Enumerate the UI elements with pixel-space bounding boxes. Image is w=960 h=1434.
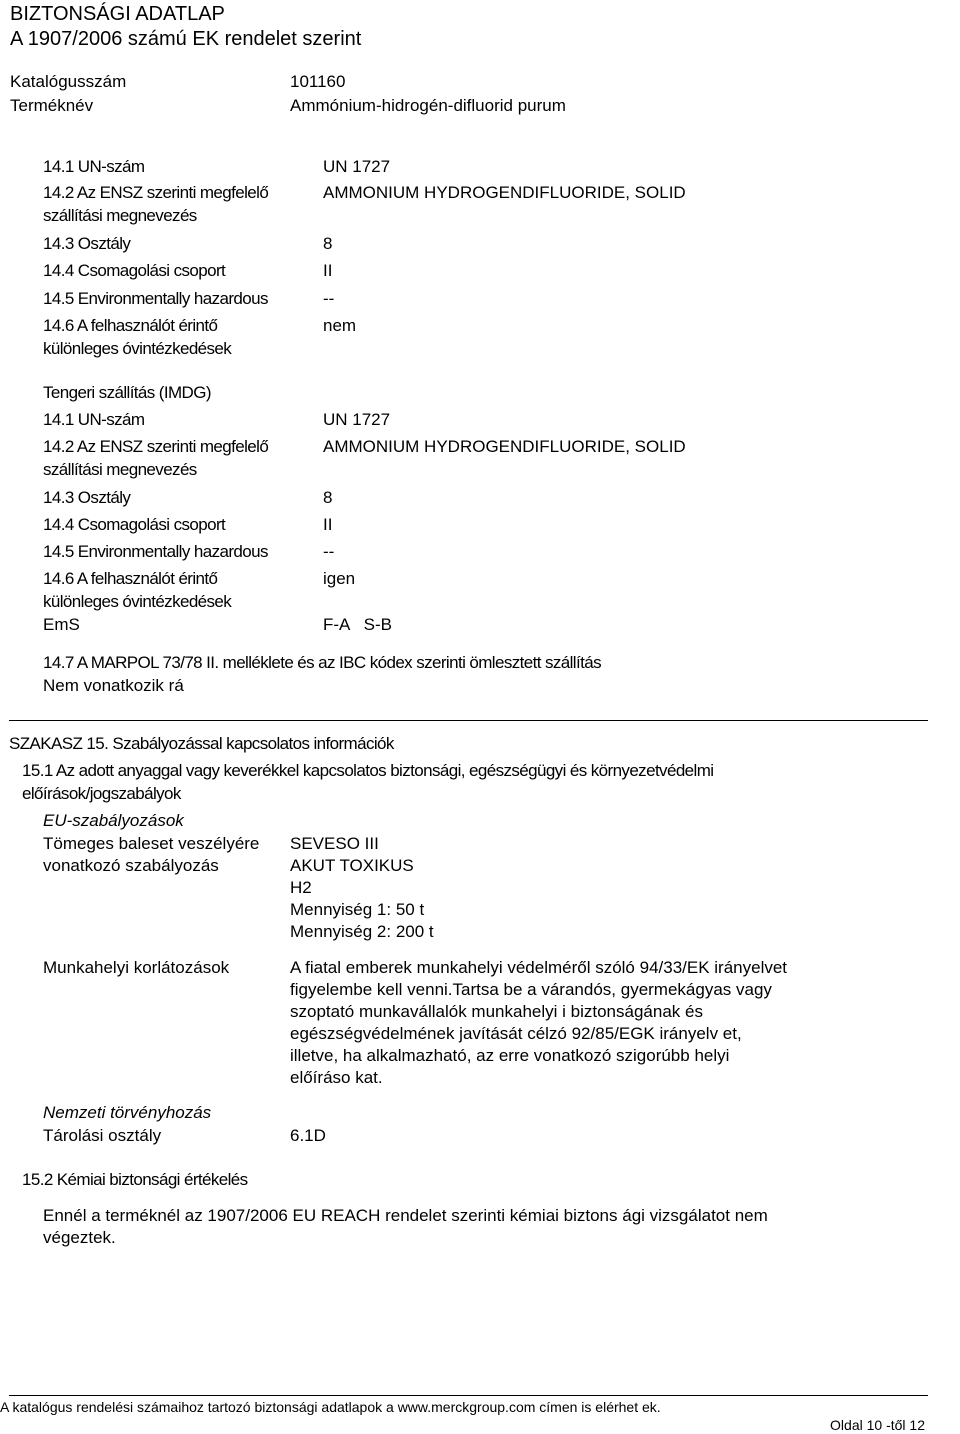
imdg-env-hazard-value: -- xyxy=(323,542,335,561)
storage-class-value: 6.1D xyxy=(290,1126,326,1145)
work-restrictions-label: Munkahelyi korlátozások xyxy=(43,958,230,977)
seveso-value-4: Mennyiség 1: 50 t xyxy=(290,900,425,919)
class-value: 8 xyxy=(323,234,333,253)
storage-class-label: Tárolási osztály xyxy=(43,1126,162,1145)
seveso-label-cont: vonatkozó szabályozás xyxy=(43,856,219,875)
product-label: Terméknév xyxy=(10,96,94,115)
seveso-label: Tömeges baleset veszélyére xyxy=(43,834,260,853)
imdg-un-number-value: UN 1727 xyxy=(323,410,391,429)
env-hazard-value: -- xyxy=(323,289,335,308)
env-hazard-label: 14.5 Environmentally hazardous xyxy=(43,289,268,308)
seveso-value-3: H2 xyxy=(290,878,312,897)
imdg-env-hazard-label: 14.5 Environmentally hazardous xyxy=(43,542,268,561)
work-restrictions-line: előíráso kat. xyxy=(290,1068,383,1087)
imdg-un-number-label: 14.1 UN-szám xyxy=(43,410,145,429)
footer-note: A katalógus rendelési számaihoz tartozó biztonsági adatlapok a www.merckgroup.com címen is elérhet ek. xyxy=(0,1399,661,1415)
packing-group-label: 14.4 Csomagolási csoport xyxy=(43,261,226,280)
precaution-label: 14.6 A felhasználót érintő xyxy=(43,316,218,335)
catalog-value: 101160 xyxy=(290,72,346,91)
shipping-name-label-cont: szállítási megnevezés xyxy=(43,206,197,225)
packing-group-value: II xyxy=(323,261,333,280)
precaution-value: nem xyxy=(323,316,357,335)
seveso-value-2: AKUT TOXIKUS xyxy=(290,856,414,875)
seveso-value-5: Mennyiség 2: 200 t xyxy=(290,922,434,941)
imdg-packing-group-label: 14.4 Csomagolási csoport xyxy=(43,515,226,534)
imdg-heading: Tengeri szállítás (IMDG) xyxy=(43,383,211,402)
class-label: 14.3 Osztály xyxy=(43,234,131,253)
page-number: Oldal 10 -től 12 xyxy=(830,1417,925,1433)
ems-label: EmS xyxy=(43,615,80,634)
document-subtitle: A 1907/2006 számú EK rendelet szerint xyxy=(10,28,362,50)
imdg-precaution-label-cont: különleges óvintézkedések xyxy=(43,592,232,611)
work-restrictions-line: illetve, ha alkalmazható, az erre vonatkozó szigorúbb helyi xyxy=(290,1046,730,1065)
imdg-packing-group-value: II xyxy=(323,515,333,534)
work-restrictions-line: figyelembe kell venni.Tartsa be a várandós, gyermekágyas vagy xyxy=(290,980,772,999)
document-title: BIZTONSÁGI ADATLAP xyxy=(10,3,225,25)
imdg-shipping-name-value: AMMONIUM HYDROGENDIFLUORIDE, SOLID xyxy=(323,437,686,456)
national-legislation-heading: Nemzeti törvényhozás xyxy=(43,1103,212,1122)
shipping-name-value: AMMONIUM HYDROGENDIFLUORIDE, SOLID xyxy=(323,183,686,202)
ems-value: F-A S-B xyxy=(323,615,392,634)
chemical-safety-text-cont: végeztek. xyxy=(43,1228,116,1247)
imdg-shipping-name-label: 14.2 Az ENSZ szerinti megfelelő xyxy=(43,437,269,456)
shipping-name-label: 14.2 Az ENSZ szerinti megfelelő xyxy=(43,183,269,202)
work-restrictions-line: egészségvédelmének javítását célzó 92/85/EGK irányelv et, xyxy=(290,1024,742,1043)
marpol-heading: 14.7 A MARPOL 73/78 II. melléklete és az IBC kódex szerinti ömlesztett szállítás xyxy=(43,653,601,672)
section-divider xyxy=(9,720,928,721)
un-number-value: UN 1727 xyxy=(323,157,391,176)
precaution-label-cont: különleges óvintézkedések xyxy=(43,339,232,358)
eu-regulations-heading: EU-szabályozások xyxy=(43,811,184,830)
imdg-precaution-label: 14.6 A felhasználót érintő xyxy=(43,569,218,588)
section15-2-heading: 15.2 Kémiai biztonsági értékelés xyxy=(22,1170,248,1189)
imdg-class-label: 14.3 Osztály xyxy=(43,488,131,507)
catalog-label: Katalógusszám xyxy=(10,72,127,91)
seveso-value-1: SEVESO III xyxy=(290,834,379,853)
section15-1-heading-cont: előírások/jogszabályok xyxy=(22,784,181,803)
product-value: Ammónium-hidrogén-difluorid purum xyxy=(290,96,566,115)
imdg-precaution-value: igen xyxy=(323,569,356,588)
section15-1-heading: 15.1 Az adott anyaggal vagy keverékkel kapcsolatos biztonsági, egészségügyi és környezetvédelmi xyxy=(22,761,714,780)
footer-divider xyxy=(9,1395,928,1396)
imdg-shipping-name-label-cont: szállítási megnevezés xyxy=(43,460,197,479)
marpol-value: Nem vonatkozik rá xyxy=(43,676,184,695)
chemical-safety-text: Ennél a terméknél az 1907/2006 EU REACH rendelet szerinti kémiai biztons ági vizsgálatot nem xyxy=(43,1206,768,1225)
work-restrictions-line: szoptató munkavállalók munkahelyi i biztonságának és xyxy=(290,1002,703,1021)
un-number-label: 14.1 UN-szám xyxy=(43,157,145,176)
imdg-class-value: 8 xyxy=(323,488,333,507)
work-restrictions-line: A fiatal emberek munkahelyi védelméről szóló 94/33/EK irányelvet xyxy=(290,958,788,977)
section15-heading: SZAKASZ 15. Szabályozással kapcsolatos információk xyxy=(9,734,394,753)
